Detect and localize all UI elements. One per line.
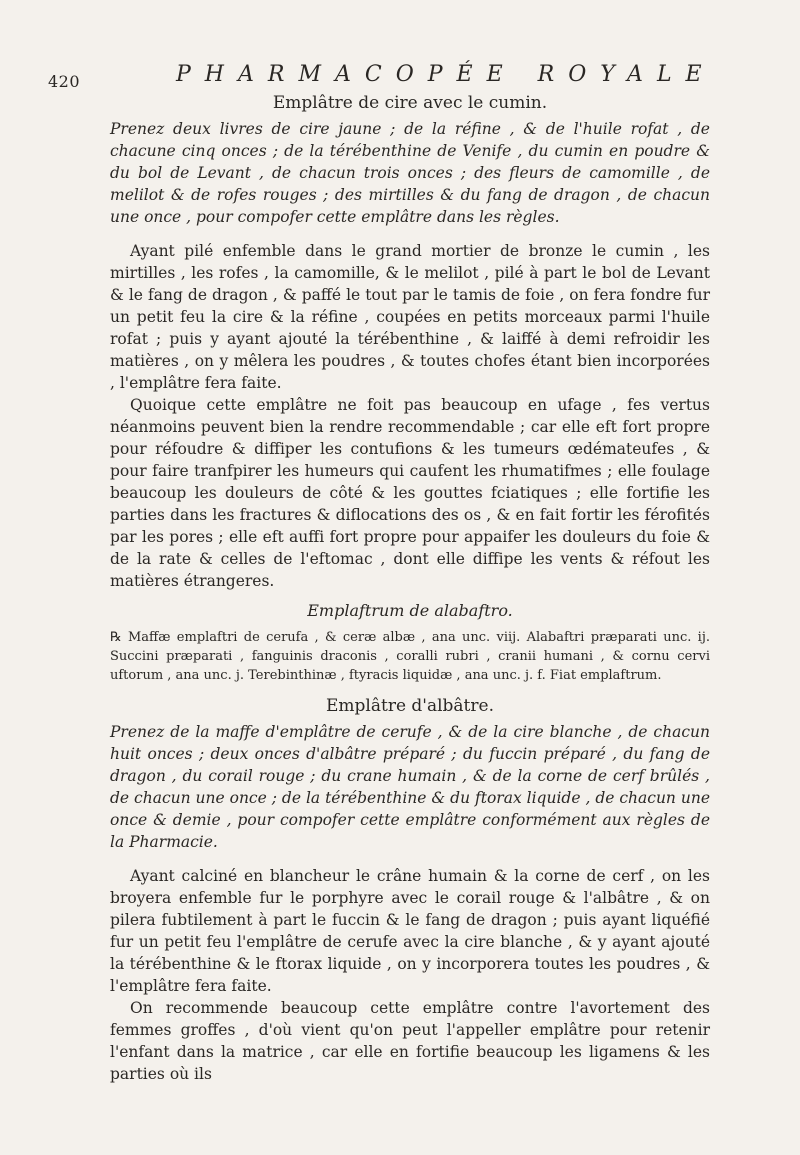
paragraph-virtues-alabaster: On recommende beaucoup cette emplâtre contre l'avortement des femmes groffes , d'où vient qu'on peut l'appeller emplâtre pour retenir l'enfant dans la matrice , car elle en fortifie beaucoup les ligamens & les parties où ils <box>110 999 710 1083</box>
paragraph-preparation-cumin: Ayant pilé enfemble dans le grand mortier de bronze le cumin , les mirtilles , les rofes , la camomille, & le melilot , pilé à part le bol de Levant & le fang de dragon , & paffé le tout par le tamis de foie , on fera fondre fur un petit feu la cire & la réfine , coupées en petits morceaux parmi l'huile rofat ; puis y ayant ajouté la térébenthine , & laiffé à demi refroidir les matières , on y mêlera les poudres , & toutes chofes étant bien incorporées , l'emplâtre fera faite. <box>110 242 710 392</box>
recipe-cumin: Prenez deux livres de cire jaune ; de la réfine , & de l'huile rofat , de chacune cinq onces ; de la térébenthine de Venife , du cumin en poudre & du bol de Levant , de chacun trois onces ; des fleurs de camomille , de melilot & de rofes rouges ; des mirtilles & du fang de dragon , de chacun une once , pour compofer cette emplâtre dans les règles. <box>110 120 710 226</box>
section-heading-latin-alabaster: Emplaftrum de alabaftro. <box>307 601 513 620</box>
latin-recipe-alabaster: ℞ Maffæ emplaftri de cerufa , & ceræ albæ , ana unc. viij. Alabaftri præparati unc. ij. Succini præparati , fanguinis draconis , coralli rubri , cranii humani , & cornu cervi uftorum , ana unc. j. Terebinthinæ , ftyracis liquidæ , ana unc. j. f. Fiat emplaftrum. <box>110 630 710 683</box>
page-header <box>48 62 748 92</box>
running-title: PHARMACOPÉE ROYALE <box>176 62 716 87</box>
paragraph-virtues-cumin: Quoique cette emplâtre ne foit pas beaucoup en ufage , fes vertus néanmoins peuvent bien la rendre recommendable ; car elle eft fort propre pour réfoudre & diffiper les contufions & les tumeurs œdémateufes , & pour faire tranfpirer les humeurs qui caufent les rhumatifmes ; elle foulage beaucoup les douleurs de côté & les gouttes fciatiques ; elle fortifie les parties dans les fractures & diflocations des os , & en fait fortir les férofités par les pores ; elle eft auffi fort propre pour appaifer les douleurs du foie & de la rate & celles de l'eftomac , dont elle diffipe les vents & réfout les matières étrangeres. <box>110 396 710 590</box>
section-heading-cumin: Emplâtre de cire avec le cumin. <box>272 93 548 113</box>
page-number: 420 <box>48 72 81 91</box>
paragraph-preparation-alabaster: Ayant calciné en blancheur le crâne humain & la corne de cerf , on les broyera enfemble fur le porphyre avec le corail rouge & l'albâtre , & on pilera fubtilement à part le fuccin & le fang de dragon ; puis ayant liquéfié fur un petit feu l'emplâtre de cerufe avec la cire blanche , & y ayant ajouté la térébenthine & le ftorax liquide , on y incorporera toutes les poudres , & l'emplâtre fera faite. <box>110 867 710 995</box>
recipe-alabaster: Prenez de la maffe d'emplâtre de cerufe , & de la cire blanche , de chacun huit onces ; deux onces d'albâtre préparé ; du fuccin préparé , du fang de dragon , du corail rouge ; du crane humain , & de la corne de cerf brûlés , de chacun une once ; de la térébenthine & du ftorax liquide , de chacun une once & demie , pour compofer cette emplâtre conformément aux règles de la Pharmacie. <box>110 723 710 851</box>
section-heading-alabaster: Emplâtre d'albâtre. <box>326 696 494 716</box>
page-body <box>110 92 710 1085</box>
